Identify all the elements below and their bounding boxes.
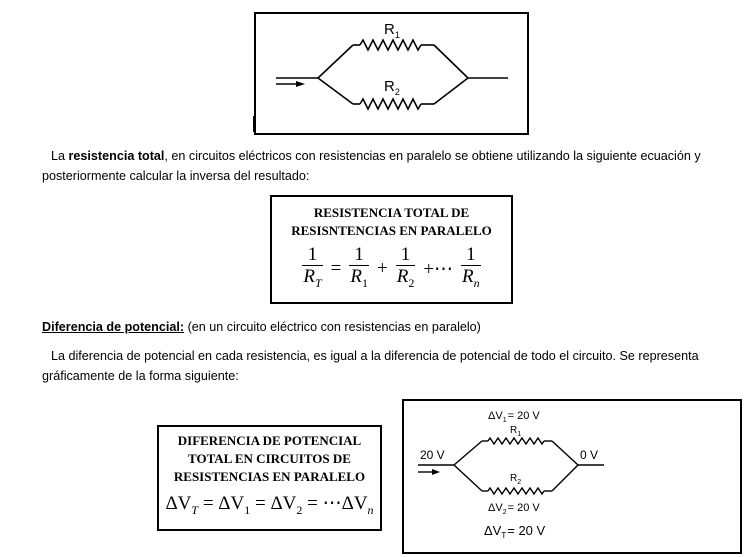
- r2-label: $R_2$: [384, 78, 400, 97]
- right-voltage-label: 0 V: [580, 448, 599, 462]
- current-arrow-icon: [432, 469, 440, 475]
- r1-label: $R_1$: [384, 21, 400, 40]
- formula-title: DIFERENCIA DE POTENCIAL TOTAL EN CIRCUITOS DE RESISTENCIAS EN PARALELO: [173, 433, 366, 484]
- resistance-paragraph: [42, 146, 747, 186]
- potential-paragraph: [42, 346, 747, 386]
- text: gráficamente de la forma siguiente:: [42, 369, 239, 383]
- current-arrow-icon: [296, 81, 305, 87]
- r2-label: $R_2$: [510, 473, 522, 486]
- diagram-edge-mark: [253, 116, 254, 132]
- parallel-circuit-diagram: [254, 12, 529, 135]
- fraction-r1: $\frac{1}{R_1}$: [349, 245, 369, 294]
- potential-equation: $\Delta V_T = \Delta V_1 = \Delta V_2$ = $\cdots\Delta V_n$: [165, 493, 374, 517]
- left-voltage-label: 20 V: [420, 448, 445, 462]
- text: , en circuitos eléctricos con resistencias en paralelo se obtiene utilizando la siguiente ecuación y: [164, 149, 701, 163]
- text: La diferencia de potencial en cada resistencia, es igual a la diferencia de potencial de todo el circuito. Se representa: [51, 349, 699, 363]
- dvt-label: $\Delta V_T= 20$ V: [484, 523, 546, 540]
- section-heading: Diferencia de potencial:: [42, 320, 185, 334]
- fraction-r2: $\frac{1}{R_2}$: [396, 245, 416, 294]
- voltage-schematic: [404, 401, 740, 552]
- voltage-circuit-diagram: [402, 399, 742, 554]
- fraction-rt: $\frac{1}{R_T}$: [302, 245, 322, 294]
- resistance-equation: $\frac{1}{R_T}$ = $\frac{1}{R_1}$ + $\frac{1}{R_2}$ +⋯ $\frac{1}{R_n}$: [272, 245, 511, 294]
- formula-title: RESISTENCIA TOTAL DE RESISNTENCIAS EN PARALELO: [291, 205, 492, 238]
- text: posteriormente calcular la inversa del resultado:: [42, 169, 310, 183]
- potential-difference-formula-box: [157, 425, 382, 531]
- text: La: [51, 149, 69, 163]
- bold-term: resistencia total: [68, 149, 165, 163]
- text: (en un circuito eléctrico con resistencias en paralelo): [184, 320, 481, 334]
- dv2-label: $\Delta V_2= 20$ V: [488, 502, 540, 516]
- dv1-label: $\Delta V_1= 20$ V: [488, 410, 540, 424]
- r1-label: $R_1$: [510, 425, 522, 438]
- circuit-schematic: [256, 14, 527, 133]
- total-resistance-formula-box: [270, 195, 513, 304]
- potential-heading-line: [42, 317, 481, 337]
- fraction-rn: $\frac{1}{R_n}$: [461, 245, 481, 294]
